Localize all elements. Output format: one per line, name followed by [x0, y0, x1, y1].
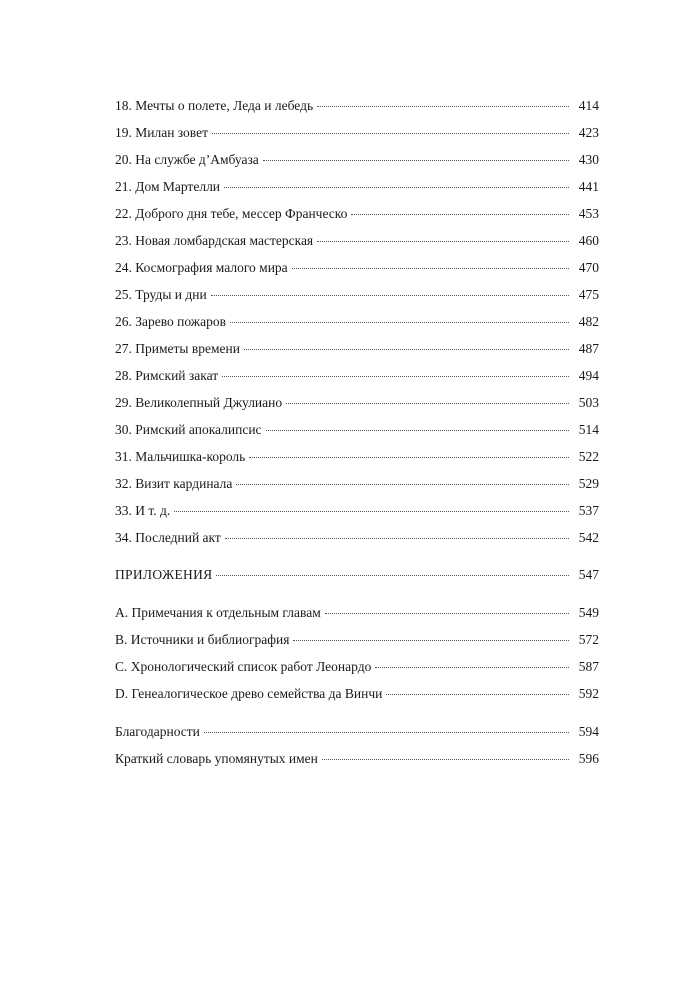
page-number: 587	[578, 659, 599, 674]
toc-entry	[115, 173, 599, 200]
entry-title: 24. Космография малого мира	[115, 260, 288, 275]
entry-title: 28. Римский закат	[115, 368, 219, 383]
page-number: 475	[578, 287, 599, 302]
toc-entry	[115, 362, 599, 389]
toc-entry	[115, 718, 599, 745]
entry-title: 22. Доброго дня тебе, мессер Франческо	[115, 206, 348, 221]
toc-entry	[115, 281, 599, 308]
toc-entry	[115, 92, 599, 119]
toc-entry	[115, 200, 599, 227]
toc-entry	[115, 443, 599, 470]
dot-leader	[244, 337, 569, 350]
page-number: 453	[578, 206, 599, 221]
page-number: 547	[578, 567, 599, 582]
dot-leader	[204, 720, 569, 733]
dot-leader	[322, 747, 569, 760]
toc-entry	[115, 254, 599, 281]
toc-entry	[115, 227, 599, 254]
dot-leader	[351, 202, 569, 215]
entry-title: 34. Последний акт	[115, 530, 221, 545]
entry-title: A. Примечания к отдельным главам	[115, 605, 321, 620]
dot-leader	[211, 283, 569, 296]
page-number: 460	[578, 233, 599, 248]
dot-leader	[386, 682, 569, 695]
chapter-list	[115, 92, 599, 551]
dot-leader	[292, 256, 569, 269]
entry-title: 21. Дом Мартелли	[115, 179, 221, 194]
section-spacer	[115, 551, 599, 561]
dot-leader	[216, 563, 569, 576]
page-number: 592	[578, 686, 599, 701]
page-number: 522	[578, 449, 599, 464]
entry-title: 30. Римский апокалипсис	[115, 422, 262, 437]
entry-title: C. Хронологический список работ Леонардо	[115, 659, 372, 674]
toc-entry	[115, 745, 599, 772]
page-number: 572	[578, 632, 599, 647]
toc-entry	[115, 497, 599, 524]
toc-entry	[115, 146, 599, 173]
dot-leader	[174, 499, 569, 512]
entry-title: 29. Великолепный Джулиано	[115, 395, 283, 410]
dot-leader	[286, 391, 569, 404]
page-number: 514	[578, 422, 599, 437]
dot-leader	[236, 472, 569, 485]
page-number: 537	[578, 503, 599, 518]
back-matter-list	[115, 718, 599, 772]
dot-leader	[249, 445, 569, 458]
dot-leader	[263, 148, 569, 161]
appendix-list	[115, 599, 599, 707]
dot-leader	[317, 229, 569, 242]
toc-entry	[115, 524, 599, 551]
entry-title: 19. Милан зовет	[115, 125, 208, 140]
page-number: 423	[578, 125, 599, 140]
appendix-heading-entry	[115, 561, 599, 588]
toc-entry	[115, 599, 599, 626]
dot-leader	[212, 121, 569, 134]
toc-entry	[115, 335, 599, 362]
page-number: 503	[578, 395, 599, 410]
page-number: 596	[578, 751, 599, 766]
page-number: 529	[578, 476, 599, 491]
page-number: 549	[578, 605, 599, 620]
page-number: 470	[578, 260, 599, 275]
dot-leader	[230, 310, 569, 323]
page-number: 441	[578, 179, 599, 194]
dot-leader	[266, 418, 569, 431]
entry-title: Краткий словарь упомянутых имен	[115, 751, 318, 766]
entry-title: Благодарности	[115, 724, 200, 739]
entry-title: 25. Труды и дни	[115, 287, 207, 302]
entry-title: 20. На службе д’Амбуаза	[115, 152, 259, 167]
section-spacer	[115, 588, 599, 599]
entry-title: 33. И т. д.	[115, 503, 171, 518]
dot-leader	[224, 175, 569, 188]
entry-title: 31. Мальчишка-король	[115, 449, 246, 464]
page-number: 482	[578, 314, 599, 329]
dot-leader	[375, 655, 569, 668]
toc-entry	[115, 308, 599, 335]
page-number: 487	[578, 341, 599, 356]
section-spacer	[115, 707, 599, 718]
toc-entry	[115, 626, 599, 653]
dot-leader	[325, 601, 569, 614]
entry-title: 32. Визит кардинала	[115, 476, 233, 491]
toc-entry	[115, 119, 599, 146]
entry-title: 23. Новая ломбардская мастерская	[115, 233, 314, 248]
dot-leader	[293, 628, 569, 641]
toc-entry	[115, 653, 599, 680]
page-number: 542	[578, 530, 599, 545]
table-of-contents	[115, 92, 599, 772]
appendix-heading-title: ПРИЛОЖЕНИЯ	[115, 567, 213, 582]
page-number: 414	[578, 98, 599, 113]
dot-leader	[317, 94, 569, 107]
page-number: 494	[578, 368, 599, 383]
toc-entry	[115, 389, 599, 416]
entry-title: 26. Зарево пожаров	[115, 314, 226, 329]
entry-title: B. Источники и библиография	[115, 632, 290, 647]
toc-entry	[115, 470, 599, 497]
entry-title: 18. Мечты о полете, Леда и лебедь	[115, 98, 314, 113]
dot-leader	[222, 364, 569, 377]
page-number: 430	[578, 152, 599, 167]
toc-entry	[115, 416, 599, 443]
entry-title: D. Генеалогическое древо семейства да Винчи	[115, 686, 383, 701]
dot-leader	[225, 526, 569, 539]
toc-entry	[115, 680, 599, 707]
page-number: 594	[578, 724, 599, 739]
entry-title: 27. Приметы времени	[115, 341, 240, 356]
